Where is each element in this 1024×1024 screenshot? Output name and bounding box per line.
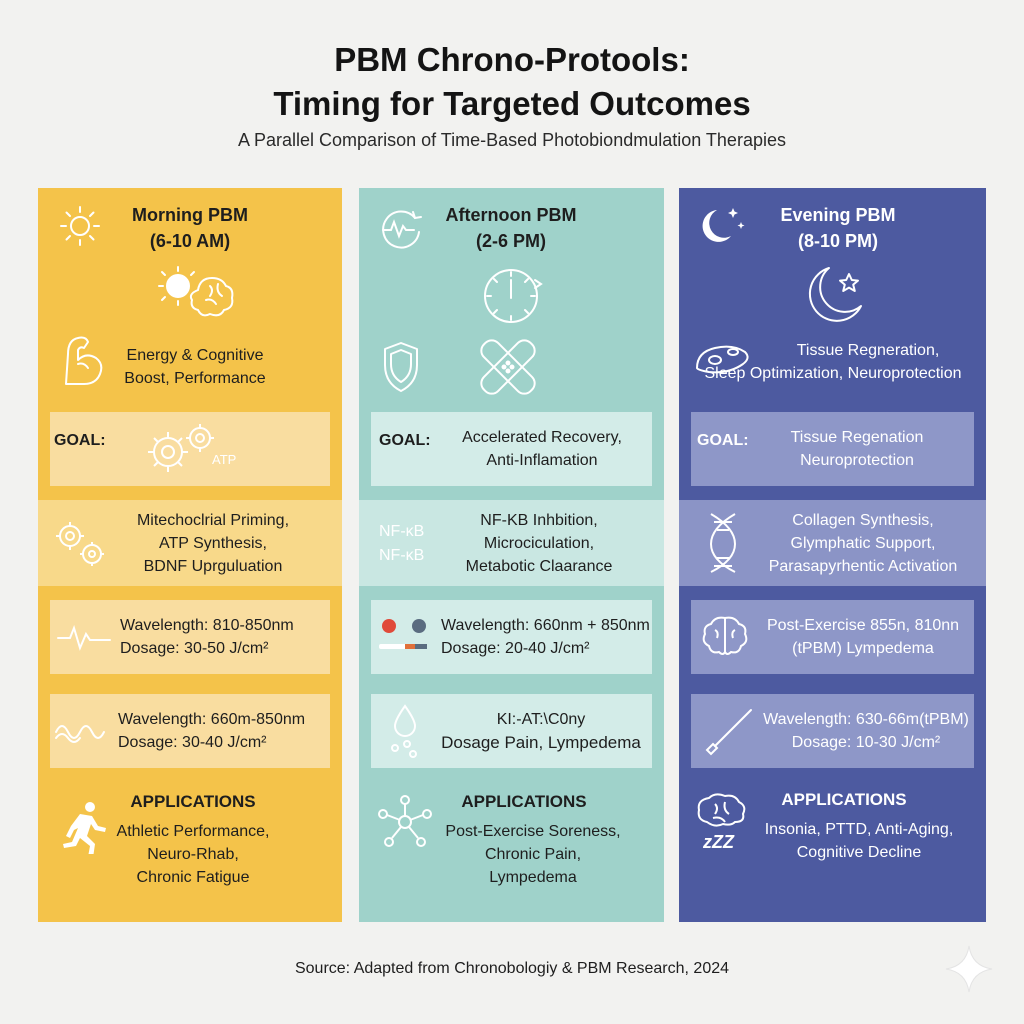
page-title — [0, 38, 1024, 126]
afternoon-mech-line-1: NF-KB Inhbition, — [480, 512, 598, 529]
sun-icon — [58, 204, 102, 248]
afternoon-goal-line-2: Anti-Inflamation — [486, 452, 598, 469]
waveform-icon — [54, 716, 110, 746]
afternoon-goal-line-1: Accelerated Recovery, — [462, 429, 622, 446]
water-drops-icon — [385, 702, 425, 760]
bandage-icon — [479, 338, 537, 396]
afternoon-app-line-1: Post-Exercise Soreness, — [445, 823, 621, 840]
sun-brain-icon — [150, 264, 240, 328]
evening-mechanism — [745, 509, 981, 578]
morning-app-line-1: Athletic Performance, — [116, 823, 270, 840]
morning-benefit-line-2: Boost, Performance — [124, 370, 266, 387]
evening-protocol-2-text — [755, 708, 977, 754]
evening-benefit-line-1: Tissue Regneration, — [796, 342, 940, 359]
evening-column — [679, 188, 986, 922]
morning-p1-line-1: Wavelength: 810-850nm — [120, 617, 294, 634]
afternoon-mech-line-3: Metabotic Claarance — [465, 558, 613, 575]
afternoon-protocol-1 — [371, 600, 652, 674]
morning-heading — [98, 202, 282, 254]
morning-protocol-2-text — [118, 708, 305, 754]
evening-p1-line-1: Post-Exercise 855n, 810nn — [766, 617, 960, 634]
zzz-icon: zZZ — [703, 832, 734, 852]
evening-goal-box — [691, 412, 974, 486]
afternoon-goal-text — [447, 426, 637, 472]
evening-app-line-2: Cognitive Decline — [796, 844, 922, 861]
sleep-brain-icon — [695, 792, 749, 832]
moon-stars-icon — [695, 202, 747, 248]
morning-p1-line-2: Dosage: 30-50 J/cm² — [120, 640, 269, 657]
evening-mech-line-2: Glymphatic Support, — [790, 535, 936, 552]
nfkb-icon-line-2: NF-κB — [379, 547, 425, 564]
morning-app-line-2: Neuro-Rhab, — [147, 846, 239, 863]
evening-name: Evening PBM — [780, 205, 896, 225]
stopwatch-icon — [477, 262, 547, 328]
network-icon — [377, 794, 433, 850]
morning-goal-label: GOAL: — [54, 432, 106, 449]
evening-applications-title: APPLICATIONS — [781, 790, 907, 809]
evening-heading — [751, 202, 925, 254]
morning-protocol-1-text — [120, 614, 294, 660]
heartbeat-cycle-icon — [375, 204, 423, 252]
title-line-1: PBM Chrono-Protools: — [334, 41, 690, 78]
sparkle-icon — [944, 944, 994, 994]
morning-applications-title: APPLICATIONS — [130, 792, 256, 811]
evening-applications — [743, 818, 975, 864]
evening-mech-line-1: Collagen Synthesis, — [792, 512, 934, 529]
afternoon-p1-line-1: Wavelength: 660nm + 850nm — [441, 617, 650, 634]
evening-benefit-line-2: Sleep Optimization, Neuroprotection — [704, 365, 962, 382]
evening-app-line-1: Insonia, PTTD, Anti-Aging, — [764, 821, 954, 838]
morning-mech-line-2: ATP Synthesis, — [159, 535, 267, 552]
afternoon-applications-title: APPLICATIONS — [461, 792, 587, 811]
dna-icon — [705, 512, 741, 574]
afternoon-applications — [433, 820, 633, 889]
afternoon-p2-line-1: KI:-AT:\C0ny — [496, 711, 586, 728]
morning-p2-line-2: Dosage: 30-40 J/cm² — [118, 734, 267, 751]
morning-mech-line-3: BDNF Uprguluation — [143, 558, 283, 575]
morning-protocol-1 — [50, 600, 330, 674]
afternoon-mechanism — [439, 509, 639, 578]
morning-applications — [100, 820, 286, 889]
waveform-icon — [56, 622, 112, 652]
atp-label: ATP — [212, 452, 237, 467]
morning-mechanism — [108, 509, 318, 578]
evening-protocol-2 — [691, 694, 974, 768]
morning-protocol-2 — [50, 694, 330, 768]
evening-goal-label: GOAL: — [697, 432, 749, 449]
evening-protocol-1 — [691, 600, 974, 674]
morning-mech-line-1: Mitechoclrial Priming, — [136, 512, 290, 529]
evening-goal-line-1: Tissue Regenation — [790, 429, 924, 446]
shield-icon — [381, 340, 421, 394]
morning-p2-line-1: Wavelength: 660m-850nm — [118, 711, 306, 728]
colored-dots-icon — [377, 616, 437, 656]
evening-mechanism-band — [679, 500, 986, 586]
page-subtitle: A Parallel Comparison of Time-Based Photobiondmulation Therapies — [238, 130, 786, 150]
morning-benefits — [102, 344, 288, 390]
afternoon-column — [359, 188, 664, 922]
evening-p1-line-2: (tPBM) Lympedema — [792, 640, 934, 657]
afternoon-goal-box — [371, 412, 652, 486]
afternoon-mech-line-2: Microciculation, — [483, 535, 595, 552]
afternoon-app-line-2: Chronic Pain, — [484, 846, 582, 863]
nfkb-icon-line-1: NF-κB — [379, 523, 425, 540]
morning-name: Morning PBM — [132, 205, 248, 225]
afternoon-goal-label: GOAL: — [379, 432, 431, 449]
brain-icon — [701, 614, 749, 658]
afternoon-protocol-2-text — [431, 708, 651, 754]
afternoon-protocol-2 — [371, 694, 652, 768]
evening-goal-line-2: Neuroprotection — [800, 452, 914, 469]
afternoon-heading — [425, 202, 597, 254]
afternoon-p1-line-2: Dosage: 20-40 J/cm² — [441, 640, 590, 657]
nfkb-icon-text — [379, 520, 424, 568]
evening-time: (8-10 PM) — [797, 231, 878, 251]
gears-small-icon — [52, 518, 110, 570]
source-caption: Source: Adapted from Chronobologiy & PBM Research, 2024 — [294, 960, 730, 977]
afternoon-app-line-3: Lympedema — [489, 869, 577, 886]
morning-column — [38, 188, 342, 922]
wand-icon — [703, 706, 755, 756]
evening-p2-line-1: Wavelength: 630-66m(tPBM) — [763, 711, 969, 728]
afternoon-mechanism-band — [359, 500, 664, 586]
afternoon-protocol-1-text — [441, 614, 650, 660]
title-line-2: Timing for Targeted Outcomes — [273, 85, 751, 122]
evening-goal-text — [761, 426, 953, 472]
morning-app-line-3: Chronic Fatigue — [136, 869, 250, 886]
moon-star-icon — [803, 262, 869, 328]
morning-benefit-line-1: Energy & Cognitive — [126, 347, 264, 364]
afternoon-time: (2-6 PM) — [475, 231, 546, 251]
evening-benefits — [685, 339, 981, 385]
evening-mech-line-3: Parasapyrhentic Activation — [768, 558, 958, 575]
gears-icon — [142, 420, 252, 480]
afternoon-p2-line-2: Dosage Pain, Lympedema — [441, 733, 641, 752]
evening-protocol-1-text — [757, 614, 969, 660]
morning-time: (6-10 AM) — [149, 231, 231, 251]
morning-goal-box — [50, 412, 330, 486]
afternoon-name: Afternoon PBM — [445, 205, 577, 225]
morning-mechanism-band — [38, 500, 342, 586]
evening-p2-line-2: Dosage: 10-30 J/cm² — [791, 734, 941, 751]
